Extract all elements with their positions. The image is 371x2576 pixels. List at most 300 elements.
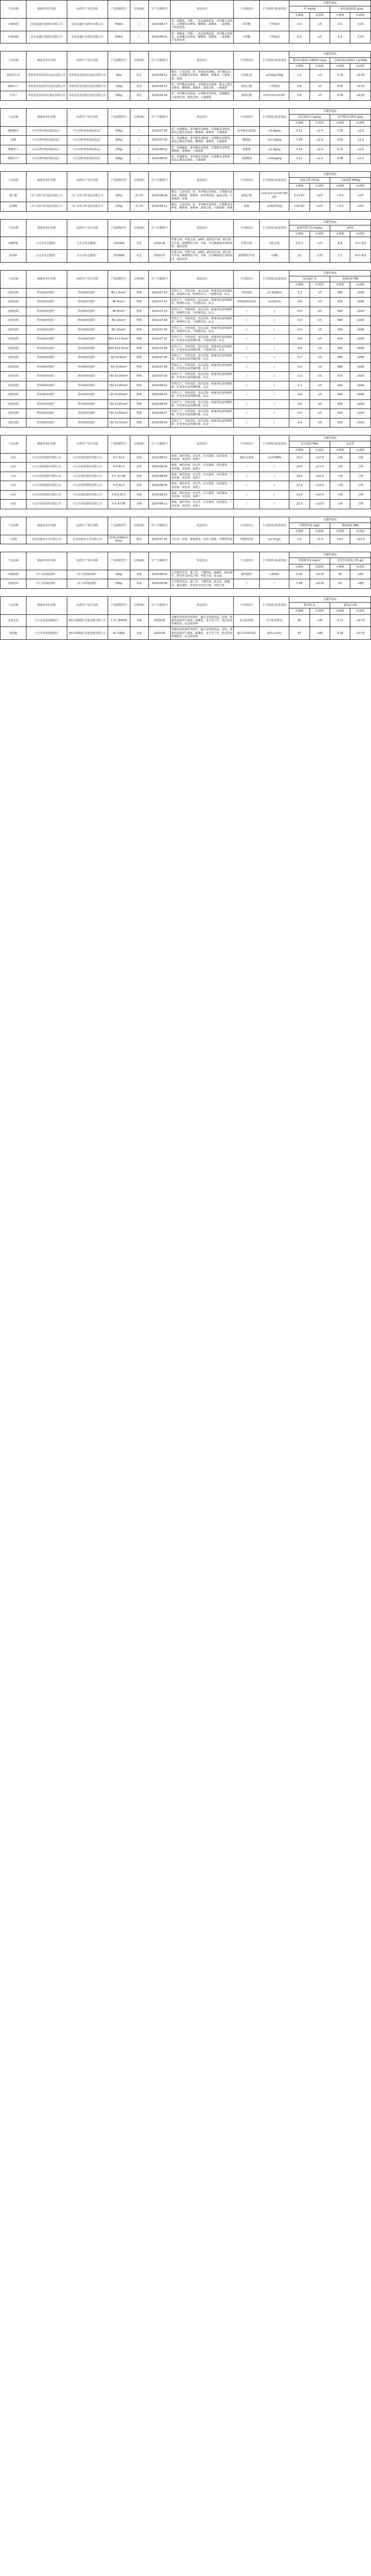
cell-producer: 贵州省安龙县荣达食品有限公司 [67,69,108,82]
cell-product: 蛋黄酥 [1,202,26,212]
cell-product: 电线电缆 [1,316,26,326]
cell-key2-standard: ≥500 [350,335,371,344]
header-brand: 注册商标 [130,1,148,19]
header-date: 生产日期/批号 [148,171,171,189]
cell-brand: 放马坪 [130,202,148,212]
cell-unqualified-items: / [234,481,260,491]
cell-items: 结构尺寸、导体电阻、电压试验、绝缘老化前机械性能、护套老化前机械性能、标志 [171,372,234,381]
cell-product: 麻辣豆干 [1,82,26,91]
cell-items: 结构尺寸、导体电阻、电压试验、绝缘老化前机械性能、护套老化前机械性能、不延燃试验、标志 [171,335,234,344]
cell-date: 2019-08-20 [148,31,171,43]
cell-unqualified-standard: / [260,418,289,428]
header-sub: 实测值 [330,529,350,535]
header-sub: 标准值 [310,529,330,535]
cell-key1-value: 0.05 [289,570,310,579]
header-key-2: 安定性 [330,441,371,447]
header-key-1: 甲醛释放量 mg/m³ [289,558,330,564]
header-sub: 实测值 [289,231,310,237]
table-row [1,390,371,400]
cell-unit: 贵州省安龙县荣达食品有限公司 [26,82,67,91]
header-sub: 标准值 [350,564,371,570]
cell-brand: 荣达 [130,69,148,82]
table-row [1,237,371,250]
header-item: 检验项目 [171,171,234,189]
cell-key1-value: 23.6 [289,463,310,472]
cell-model: P·O 42.5 [108,463,130,472]
cell-producer: 黔西南州电缆厂 [67,390,108,400]
cell-key1-value: 12.8 [289,490,310,500]
cell-key2-value: 合格 [330,453,350,463]
cell-product: 内墙涂料 [1,570,26,579]
inspection-table [0,219,371,263]
cell-items: 锌、酒精度、甲醇、二氧化硫残留量、苯甲酸及其钠盐、山梨酸及其钾盐、糖精钠、甜蜜素、三氯蔗糖、合成着色剂 [171,31,234,43]
header-key-group: 关键性指标 [289,171,371,177]
header-producer: 标称生产单位名称 [67,171,108,189]
cell-model: 4L 700W [108,627,130,640]
cell-brand: 顶效 [130,500,148,509]
cell-key1-value: -0.7 [289,353,310,363]
cell-key1-value: 85 [289,614,310,627]
cell-key1-standard: ≥22.0 [310,481,330,491]
cell-unit: 黔西南州电缆厂 [26,335,67,344]
cell-producer: 贵州省安龙县荣达食品有限公司 [67,91,108,101]
header-sub: 标准值 [350,608,371,614]
header-unit: 被抽查单位名称 [26,596,67,614]
header-producer: 标称生产单位名称 [67,436,108,454]
cell-producer: 黔西南州电缆厂 [67,381,108,390]
cell-brand: 顶效 [130,463,148,472]
cell-key2-standard: ≥500 [350,307,371,316]
header-item: 检验项目 [171,552,234,570]
cell-brand: 顶效 [130,490,148,500]
cell-unqualified-standard: ≤1.0g/kg [260,145,289,154]
cell-key1-standard: ±5 [310,307,330,316]
cell-brand: 布艺 [130,250,148,263]
cell-model: 250g [108,145,130,154]
cell-date: 2019-07-22 [148,335,171,344]
header-key-1: 能效值 % [289,603,330,608]
cell-unqualified-items: / [234,418,260,428]
header-unq-items: 不合格项目 [234,436,260,454]
header-key-group: 关键性指标 [289,596,371,602]
header-key-group: 关键性指标 [289,436,371,441]
cell-product: 电饭锅 [1,627,26,640]
cell-unit: 兴义市顶效建材有限公司 [26,472,67,481]
cell-key2-value: <3.0 [330,202,350,212]
cell-key1-standard: ≥17.0 [310,453,330,463]
cell-model: 100g [108,91,130,101]
cell-model: P·O 52.5 [108,481,130,491]
cell-unit: 安龙县鑫红龙酒业有限公司 [26,31,67,43]
cell-key2-value: 0.1 [330,31,350,43]
cell-items: 细度、凝结时间、安定性、抗压强度、抗折强度、三氧化硫、氧化镁、氯离子 [171,453,234,463]
cell-key1-standard: ≤3 [310,82,330,91]
cell-brand: 黔缆 [130,409,148,419]
cell-unqualified-standard: 偏差≤+5% [260,627,289,640]
cell-key1-standard: ±5 [310,344,330,353]
cell-model: P·C 42.5 [108,453,130,463]
cell-items: 铅、亚硝酸盐、苯甲酸及其钠盐、山梨酸及其钾盐、脱氢乙酸及其钠盐、大肠菌群 [171,154,234,164]
table-row [1,353,371,363]
cell-unqualified-standard: / [260,390,289,400]
cell-model: 400g [108,136,130,145]
header-item: 检验项目 [171,270,234,288]
cell-key2-value: 630 [330,344,350,353]
header-sub: 实测值 [289,282,310,288]
cell-producer: 兴义市顶效建材有限公司 [67,481,108,491]
header-product: 产品名称 [1,552,26,570]
cell-unqualified-items: 导体电阻 [234,288,260,298]
cell-product: 休闲裤 [1,250,26,263]
cell-unqualified-standard: / [260,316,289,326]
header-unq-items: 不合格项目 [234,51,260,69]
cell-brand: 彩丽 [130,570,148,579]
cell-product: 水泥 [1,472,26,481]
cell-producer: 黔西南州电缆厂 [67,307,108,316]
cell-items: 结构尺寸、导体电阻、电压试验、绝缘老化前机械性能、护套老化前机械性能、标志 [171,381,234,390]
header-sub: 实测值 [289,12,310,18]
header-brand: 注册商标 [130,51,148,69]
cell-product: 电线电缆 [1,399,26,409]
cell-producer: 兴义市顶效建材有限公司 [67,500,108,509]
cell-items: 对触及带电部件的防护、输入功率和电流、发热、泄漏电流和电气强度、耐潮湿、非正常工作、稳定性和机械危险、标志和说明 [171,614,234,627]
cell-unqualified-standard: / [260,399,289,409]
cell-producer: 黔西南州电缆厂 [67,335,108,344]
cell-brand: / [130,18,148,31]
cell-key2-standard: ≤10² [350,202,371,212]
header-unq-standard: 不合格项目标准要求 [260,517,289,535]
header-unq-standard: 不合格项目标准要求 [260,596,289,614]
cell-unit: 兴仁市放马坪食品有限公司 [26,189,67,202]
cell-product: 牛肉干 [1,91,26,101]
header-sub: 标准值 [310,12,330,18]
cell-unqualified-standard: / [260,344,289,353]
cell-unit: 黔西南州电缆厂 [26,418,67,428]
cell-items: 含水率、密度、静曲强度、内结合强度、甲醛释放量 [171,535,234,544]
cell-model: 250g [108,202,130,212]
header-item: 检验项目 [171,517,234,535]
cell-unqualified-standard: / [260,335,289,344]
table-row [1,418,371,428]
header-product: 产品名称 [1,517,26,535]
cell-items: 细度、凝结时间、安定性、抗压强度、抗折强度、三氧化硫、氧化镁、氯离子 [171,490,234,500]
cell-unqualified-items: 山梨酸 [234,31,260,43]
cell-items: 结构尺寸、导体电阻、电压试验、绝缘老化前机械性能、绝缘热失重、不延燃试验、标志 [171,325,234,335]
cell-unit: 黔西南州电缆厂 [26,372,67,381]
cell-items: 对触及带电部件的防护、输入功率和电流、发热、泄漏电流和电气强度、耐潮湿、非正常工作、稳定性和机械危险、标志和说明 [171,627,234,640]
header-sub: 实测值 [289,529,310,535]
cell-brand: 黔缆 [130,344,148,353]
cell-key1-standard: ≤5 [310,31,330,43]
header-model: 产品规格型号 [108,108,130,126]
inspection-table [0,517,371,544]
cell-unit: 兴义市美家电器商行 [26,614,67,627]
cell-key2-value: 52 [330,579,350,589]
cell-unit: 兴义市顶效建材有限公司 [26,463,67,472]
header-sub: 标准值 [350,12,371,18]
header-sub: 标准值 [350,447,371,453]
cell-key2-standard: 合格 [350,472,371,481]
cell-brand: 顶效 [130,481,148,491]
table-row [1,362,371,372]
header-key-2: 静曲强度 MPa [330,523,371,529]
cell-unqualified-items: 耐洗刷性 [234,570,260,579]
cell-model: 200g [108,189,130,202]
cell-brand: / [130,145,148,154]
cell-brand: 彩丽 [130,579,148,589]
header-key-1: 铅(以Pb计) mg/kg [289,115,330,120]
cell-unqualified-standard: ≥300次 [260,570,289,579]
cell-unqualified-items: / [234,399,260,409]
table-row [1,136,371,145]
cell-date: 2019-08-04 [148,463,171,472]
header-sub: 标准值 [310,184,330,189]
cell-key2-standard: ≤0.25 [350,82,371,91]
cell-items: 酸价、过氧化值、铅、黄曲霉毒素B1、苯甲酸及其钠盐、山梨酸及其钾盐、糖精钠、甜蜜素、大肠菌群、霉菌 [171,69,234,82]
cell-date: 2019-05 [148,614,171,627]
table-row [1,126,371,136]
cell-key1-standard: ±5 [310,418,330,428]
cell-key2-standard: ≥500 [350,288,371,298]
cell-items: 结构尺寸、导体电阻、电压试验、绝缘老化前机械性能、绝缘热失重、不延燃试验、标志 [171,307,234,316]
cell-producer: 兴义市布艺服装厂 [67,237,108,250]
header-sub: 标准值 [310,120,330,126]
cell-unqualified-items: / [234,307,260,316]
cell-date: 2019-07-30 [148,136,171,145]
cell-key2-value: <3.0 [330,189,350,202]
cell-model: YJV 3×16mm² [108,381,130,390]
cell-producer: 兴仁市放马坪食品有限公司 [67,189,108,202]
cell-brand: 黔缆 [130,390,148,400]
cell-unqualified-items: / [234,409,260,419]
cell-product: 腌制酸菜 [1,126,26,136]
cell-product: 电热水壶 [1,614,26,627]
cell-unqualified-items: / [234,362,260,372]
cell-unqualified-standard: / [260,362,289,372]
cell-key2-value: 610 [330,335,350,344]
header-unq-items: 不合格项目 [234,552,260,570]
cell-key1-value: -0.6 [289,335,310,344]
header-date: 生产日期/批号 [148,436,171,454]
header-key-1: 游离甲醛含量 mg/kg [289,225,330,231]
cell-unqualified-standard: / [260,500,289,509]
cell-unqualified-items: / [234,372,260,381]
cell-key2-value: 0.52 [330,136,350,145]
cell-items: 锌、酒精度、甲醇、二氧化硫残留量、苯甲酸及其钠盐、山梨酸及其钾盐、糖精钠、甜蜜素、三氯蔗糖、合成着色剂 [171,18,234,31]
cell-model: BV 2.5mm² [108,288,130,298]
header-date: 生产日期/批号 [148,108,171,126]
cell-key1-standard: ≤75 [310,237,330,250]
cell-key2-standard: 4.0~8.5 [350,250,371,263]
header-producer: 标称生产单位名称 [67,108,108,126]
header-sub: 标准值 [310,564,330,570]
cell-unqualified-standard: / [260,579,289,589]
header-key-2: 过氧化值(以脂肪计) g/100g [330,57,371,63]
cell-key2-standard: 合格 [350,463,371,472]
cell-unit: 黔西南州电缆厂 [26,409,67,419]
cell-date: 2019-08-02 [148,145,171,154]
cell-producer: 兴仁市放马坪食品有限公司 [67,202,108,212]
cell-product: 腌制豇豆 [1,154,26,164]
cell-model: 120g [108,82,130,91]
cell-producer: 黔西南州电缆厂 [67,409,108,419]
header-model: 产品规格型号 [108,436,130,454]
cell-date: 2019-08-11 [148,202,171,212]
cell-unit: 安龙县森美木业有限公司 [26,535,67,544]
cell-unqualified-standard: 符合标准要求 [260,614,289,627]
cell-unqualified-standard: ≥0.62mm [260,298,289,307]
cell-key2-value: 45 [330,570,350,579]
header-key-group: 关键性指标 [289,270,371,276]
cell-key1-standard: ±5 [310,316,330,326]
cell-key1-value: -1.2 [289,288,310,298]
cell-items: 铅、亚硝酸盐、苯甲酸及其钠盐、山梨酸及其钾盐、脱氢乙酸及其钠盐、糖精钠、甜蜜素、大肠菌群 [171,126,234,136]
cell-unit: 黔西南州电缆厂 [26,344,67,353]
cell-key1-value: 0.09 [289,136,310,145]
cell-model: BV 6mm² [108,307,130,316]
cell-model: BV 16mm² [108,325,130,335]
cell-key1-value: 0.2 [289,18,310,31]
cell-key2-standard: ≤80 [350,579,371,589]
cell-key1-value: 0.3 [289,31,310,43]
header-sub: 标准值 [310,282,330,288]
cell-key2-standard: ≤0.75 [350,614,371,627]
inspection-table [0,435,371,509]
header-product: 产品名称 [1,51,26,69]
header-model: 产品规格型号 [108,270,130,288]
header-unq-items: 不合格项目 [234,517,260,535]
cell-brand: 黔缆 [130,307,148,316]
cell-key2-value: 0.18 [330,627,350,640]
cell-brand: 美家 [130,614,148,627]
header-item: 检验项目 [171,51,234,69]
cell-unqualified-items: / [234,325,260,335]
cell-unqualified-items: 苯甲酸及其钠盐 [234,126,260,136]
cell-key1-value: -0.5 [289,409,310,419]
cell-key1-standard: ±5 [310,372,330,381]
cell-key2-standard: ≤1.0 [350,136,371,145]
header-unit: 被抽查单位名称 [26,436,67,454]
cell-product: 电线电缆 [1,288,26,298]
table-row [1,481,371,491]
cell-items: 纤维含量、甲醛含量、pH值、耐水色牢度、耐汗渍色牢度、耐摩擦色牢度、异味、可分解致癌芳香胺染料、使用说明 [171,237,234,250]
cell-items: 结构尺寸、导体电阻、电压试验、绝缘老化前机械性能、护套老化前机械性能、标志 [171,399,234,409]
cell-key2-value: 0.09 [330,91,350,101]
cell-unqualified-standard: ≥3级 [260,250,289,263]
cell-key1-standard: ≤1.5 [310,535,330,544]
table-row [1,490,371,500]
cell-date: 2019-08-05 [148,154,171,164]
cell-model: YJV 3×4mm² [108,353,130,363]
cell-unqualified-items: 霉菌 [234,202,260,212]
header-key-1: 菌落总数 CFU/g [289,177,330,183]
cell-producer: 佛山市顺德区美家电器有限公司 [67,627,108,640]
cell-producer: 黔西南州电缆厂 [67,399,108,409]
cell-producer: 黔西南州电缆厂 [67,362,108,372]
table-row [1,298,371,307]
cell-key1-standard: ≤75 [310,250,330,263]
cell-key2-value: 580 [330,288,350,298]
header-sub: 标准值 [310,447,330,453]
cell-product: 电线电缆 [1,362,26,372]
header-date: 生产日期/批号 [148,552,171,570]
cell-producer: 兴义市黔西南风味食品厂 [67,136,108,145]
cell-producer: 黔西南州电缆厂 [67,353,108,363]
cell-key2-value: 14.5 [330,535,350,544]
cell-model: YJV 3×6mm² [108,362,130,372]
cell-producer: 兴义市顶效建材有限公司 [67,453,108,463]
cell-unqualified-items: 菌落总数 [234,189,260,202]
cell-unqualified-standard: ≤150CFU/g [260,202,289,212]
table-row [1,579,371,589]
cell-model: P·S·A 32.5 [108,490,130,500]
header-sub: 标准值 [310,608,330,614]
cell-items: 结构尺寸、导体电阻、电压试验、绝缘老化前机械性能、护套老化前机械性能、标志 [171,390,234,400]
cell-product: 电线电缆 [1,353,26,363]
cell-items: 结构尺寸、导体电阻、电压试验、绝缘老化前机械性能、护套老化前机械性能、标志 [171,353,234,363]
cell-unqualified-items: / [234,490,260,500]
cell-key1-value: -0.4 [289,418,310,428]
header-sub: 标准值 [310,63,330,69]
header-sub: 标准值 [350,282,371,288]
header-item: 检验项目 [171,1,234,19]
header-brand: 注册商标 [130,436,148,454]
table-row [1,399,371,409]
cell-producer: 黔西南州电缆厂 [67,316,108,326]
cell-key2-value: 合格 [330,481,350,491]
cell-unqualified-items: 耐摩擦色牢度 [234,250,260,263]
cell-product: 电线电缆 [1,307,26,316]
cell-key2-value: 605 [330,399,350,409]
cell-key1-value: -0.5 [289,307,310,316]
cell-key2-value: 0.78 [330,69,350,82]
cell-brand: 黔缆 [130,316,148,326]
header-brand: 注册商标 [130,517,148,535]
cell-date: 2019-07-20 [148,325,171,335]
cell-date: 2019-07-30 [148,372,171,381]
cell-unqualified-standard: / [260,307,289,316]
inspection-table [0,51,371,101]
cell-items: 细度、凝结时间、安定性、抗压强度、抗折强度、三氧化硫、氧化镁、氯离子 [171,472,234,481]
cell-product: 白葡萄酒 [1,18,26,31]
cell-date: 2019-07-28 [148,362,171,372]
header-key-1: 甲醛释放量 mg/L [289,523,330,529]
cell-key2-standard: ≥500 [350,399,371,409]
header-sub: 实测值 [289,447,310,453]
cell-key1-standard: ≤10⁵ [310,189,330,202]
cell-key1-standard: ±5 [310,335,330,344]
table-row [1,91,371,101]
cell-key2-value: 625 [330,418,350,428]
cell-unqualified-standard: / [260,490,289,500]
cell-unit: 兴仁市彩丽涂料厂 [26,579,67,589]
table-row [1,154,371,164]
cell-brand: 黔缆 [130,298,148,307]
cell-brand: / [130,136,148,145]
cell-brand: 黔缆 [130,288,148,298]
table-row [1,82,371,91]
header-sub: 实测值 [330,608,350,614]
cell-brand: 荣达 [130,91,148,101]
cell-key1-standard: ≤10⁵ [310,202,330,212]
cell-brand: 顶效 [130,453,148,463]
cell-key2-value: 合格 [330,463,350,472]
cell-key1-standard: ≤3 [310,91,330,101]
cell-key2-standard: 合格 [350,500,371,509]
cell-key2-standard: ≤1.0 [350,126,371,136]
table-row [1,409,371,419]
cell-key2-value: 0.31 [330,145,350,154]
